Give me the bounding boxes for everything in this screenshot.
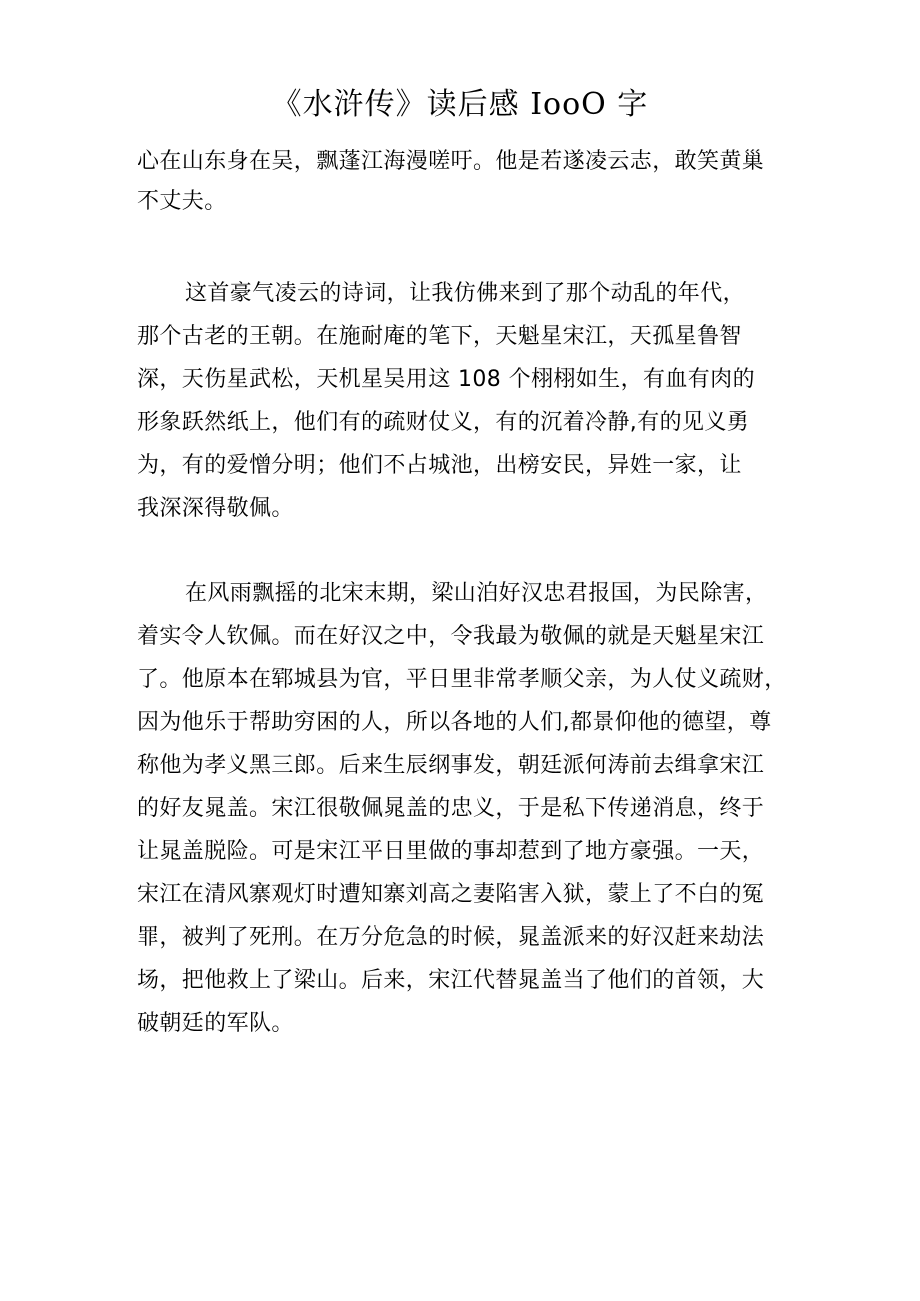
paragraph-line: 称他为孝义黑三郎。后来生辰纲事发，朝廷派何涛前去缉拿宋江 (137, 753, 765, 778)
paragraph-line: 我深深得敬佩。 (137, 496, 294, 521)
paragraph-line: 心在山东身在吴，飘蓬江海漫嗟吁。他是若遂凌云志，敢笑黄巢 (137, 149, 765, 174)
paragraph-line: 在风雨飘摇的北宋末期，梁山泊好汉忠君报国，为民除害， (185, 581, 768, 606)
paragraph-line: 那个古老的王朝。在施耐庵的笔下，天魁星宋江，天孤星鲁智 (137, 324, 742, 349)
paragraph-line: 不丈夫。 (137, 189, 227, 214)
paragraph-line: 了。他原本在郓城县为官，平日里非常孝顺父亲，为人仗义疏财， (137, 667, 787, 692)
document-title: 《水浒传》读后感 IooO 字 (271, 87, 649, 122)
paragraph-line: 的好友晁盖。宋江很敬佩晁盖的忠义，于是私下传递消息，终于 (137, 796, 765, 821)
paragraph-line: 罪，被判了死刑。在万分危急的时候，晁盖派来的好汉赶来劫法 (137, 925, 765, 950)
paragraph-line: 破朝廷的军队。 (137, 1011, 294, 1036)
paragraph-line: 因为他乐于帮助穷困的人，所以各地的人们,都景仰他的德望，尊 (137, 710, 772, 735)
paragraph-line: 宋江在清风寨观灯时遭知寨刘高之妻陷害入狱，蒙上了不白的冤 (137, 882, 765, 907)
paragraph-line: 着实令人钦佩。而在好汉之中，令我最为敬佩的就是天魁星宋江 (137, 624, 765, 649)
paragraph-line: 这首豪气凌云的诗词，让我仿佛来到了那个动乱的年代， (185, 281, 746, 306)
paragraph-line: 场，把他救上了梁山。后来，宋江代替晁盖当了他们的首领，大 (137, 968, 765, 993)
paragraph-line: 深，天伤星武松，天机星吴用这 108 个栩栩如生，有血有肉的 (137, 367, 755, 392)
paragraph-line: 形象跃然纸上，他们有的疏财仗义，有的沉着冷静,有的见义勇 (137, 410, 750, 435)
paragraph-line: 为，有的爱憎分明；他们不占城池，出榜安民，异姓一家，让 (137, 453, 742, 478)
paragraph-line: 让晁盖脱险。可是宋江平日里做的事却惹到了地方豪强。一天， (137, 839, 765, 864)
